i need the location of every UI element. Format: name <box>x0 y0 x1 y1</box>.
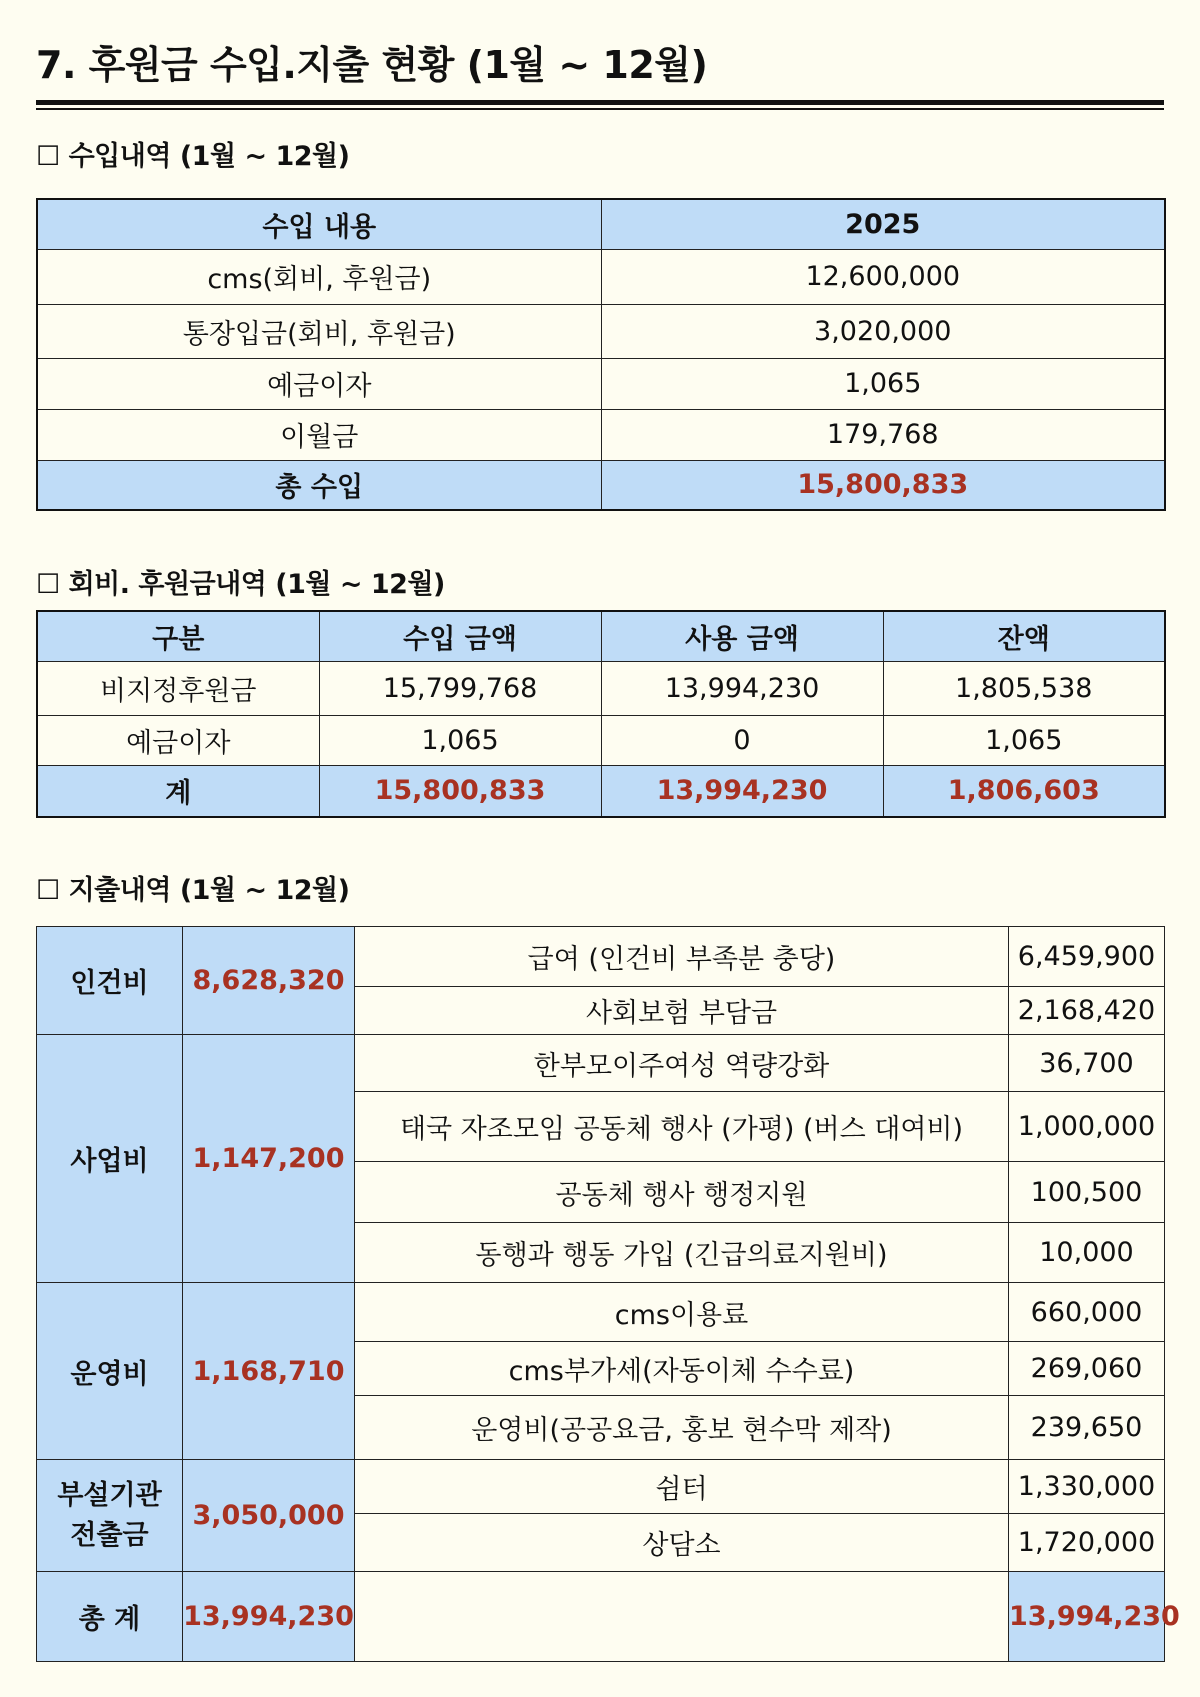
table-row <box>37 927 1165 987</box>
donation-heading: ☐ 회비. 후원금내역 (1월 ~ 12월) <box>36 569 445 600</box>
expense-item-label: 급여 (인건비 부족분 충당) <box>355 927 1009 987</box>
expense-item-value: 6,459,900 <box>1009 927 1165 987</box>
income-label: cms(회비, 후원금) <box>37 249 601 304</box>
income-header-content: 수입 내용 <box>37 199 601 249</box>
income-value: 1,065 <box>601 358 1165 409</box>
expense-total-amount: 13,994,230 <box>183 1572 355 1662</box>
expense-item-label: cms이용료 <box>355 1283 1009 1342</box>
donation-header-row <box>37 611 1165 661</box>
income-table <box>36 198 1166 511</box>
expense-item-label: 상담소 <box>355 1514 1009 1572</box>
table-row <box>37 304 1165 358</box>
expense-item-value: 660,000 <box>1009 1283 1165 1342</box>
table-row <box>37 1460 1165 1514</box>
expense-item-label: 태국 자조모임 공동체 행사 (가평) (버스 대여비) <box>355 1092 1009 1162</box>
donation-income: 1,065 <box>319 715 601 765</box>
income-total-value: 15,800,833 <box>601 460 1165 510</box>
expense-category-amount: 3,050,000 <box>183 1460 355 1572</box>
donation-income: 15,799,768 <box>319 661 601 715</box>
expense-item-label: 쉼터 <box>355 1460 1009 1514</box>
income-label: 이월금 <box>37 409 601 460</box>
expense-category-amount: 1,168,710 <box>183 1283 355 1460</box>
donation-table <box>36 610 1166 818</box>
expense-item-label: 사회보험 부담금 <box>355 987 1009 1035</box>
expense-total-label: 총 계 <box>37 1572 183 1662</box>
expense-category <box>37 1460 183 1572</box>
donation-total-balance: 1,806,603 <box>883 765 1165 817</box>
donation-used: 0 <box>601 715 883 765</box>
expense-item-value: 239,650 <box>1009 1396 1165 1460</box>
expense-item-value: 1,330,000 <box>1009 1460 1165 1514</box>
expense-total-value: 13,994,230 <box>1009 1572 1165 1662</box>
expense-item-value: 10,000 <box>1009 1223 1165 1283</box>
expense-item-label: cms부가세(자동이체 수수료) <box>355 1342 1009 1396</box>
expense-item-label: 동행과 행동 가입 (긴급의료지원비) <box>355 1223 1009 1283</box>
title-rule-thin <box>36 108 1164 110</box>
income-label: 통장입금(회비, 후원금) <box>37 304 601 358</box>
expense-item-value: 1,720,000 <box>1009 1514 1165 1572</box>
donation-category: 비지정후원금 <box>37 661 319 715</box>
expense-category: 사업비 <box>37 1035 183 1283</box>
donation-header-category: 구분 <box>37 611 319 661</box>
expense-category-line2: 전출금 <box>70 1519 149 1551</box>
expense-item-value: 36,700 <box>1009 1035 1165 1092</box>
page-title: 7. 후원금 수입.지출 현황 (1월 ~ 12월) <box>36 43 708 87</box>
expense-item-label: 운영비(공공요금, 홍보 현수막 제작) <box>355 1396 1009 1460</box>
expense-total-empty <box>355 1572 1009 1662</box>
donation-balance: 1,805,538 <box>883 661 1165 715</box>
table-row <box>37 661 1165 715</box>
table-row <box>37 715 1165 765</box>
expense-item-value: 100,500 <box>1009 1162 1165 1223</box>
expense-item-label: 공동체 행사 행정지원 <box>355 1162 1009 1223</box>
table-row <box>37 1035 1165 1092</box>
income-heading: ☐ 수입내역 (1월 ~ 12월) <box>36 141 350 172</box>
expense-item-value: 2,168,420 <box>1009 987 1165 1035</box>
income-value: 3,020,000 <box>601 304 1165 358</box>
donation-total-income: 15,800,833 <box>319 765 601 817</box>
donation-balance: 1,065 <box>883 715 1165 765</box>
donation-total-label: 계 <box>37 765 319 817</box>
table-row <box>37 249 1165 304</box>
table-row <box>37 409 1165 460</box>
expense-item-value: 1,000,000 <box>1009 1092 1165 1162</box>
income-total-label: 총 수입 <box>37 460 601 510</box>
table-row <box>37 358 1165 409</box>
income-label: 예금이자 <box>37 358 601 409</box>
expense-category: 인건비 <box>37 927 183 1035</box>
title-rule-thick <box>36 100 1164 105</box>
donation-header-balance: 잔액 <box>883 611 1165 661</box>
income-header-year: 2025 <box>601 199 1165 249</box>
expense-category-amount: 8,628,320 <box>183 927 355 1035</box>
expense-category: 운영비 <box>37 1283 183 1460</box>
donation-used: 13,994,230 <box>601 661 883 715</box>
donation-total-row <box>37 765 1165 817</box>
expense-item-label: 한부모이주여성 역량강화 <box>355 1035 1009 1092</box>
expense-total-row <box>37 1572 1165 1662</box>
expense-heading: ☐ 지출내역 (1월 ~ 12월) <box>36 875 350 906</box>
expense-category-line1: 부설기관 <box>57 1480 162 1512</box>
income-value: 179,768 <box>601 409 1165 460</box>
expense-category-amount: 1,147,200 <box>183 1035 355 1283</box>
donation-header-income: 수입 금액 <box>319 611 601 661</box>
table-row <box>37 1283 1165 1342</box>
income-header-row <box>37 199 1165 249</box>
donation-total-used: 13,994,230 <box>601 765 883 817</box>
donation-header-used: 사용 금액 <box>601 611 883 661</box>
income-value: 12,600,000 <box>601 249 1165 304</box>
donation-category: 예금이자 <box>37 715 319 765</box>
expense-item-value: 269,060 <box>1009 1342 1165 1396</box>
expense-table <box>36 926 1180 1662</box>
income-total-row <box>37 460 1165 510</box>
